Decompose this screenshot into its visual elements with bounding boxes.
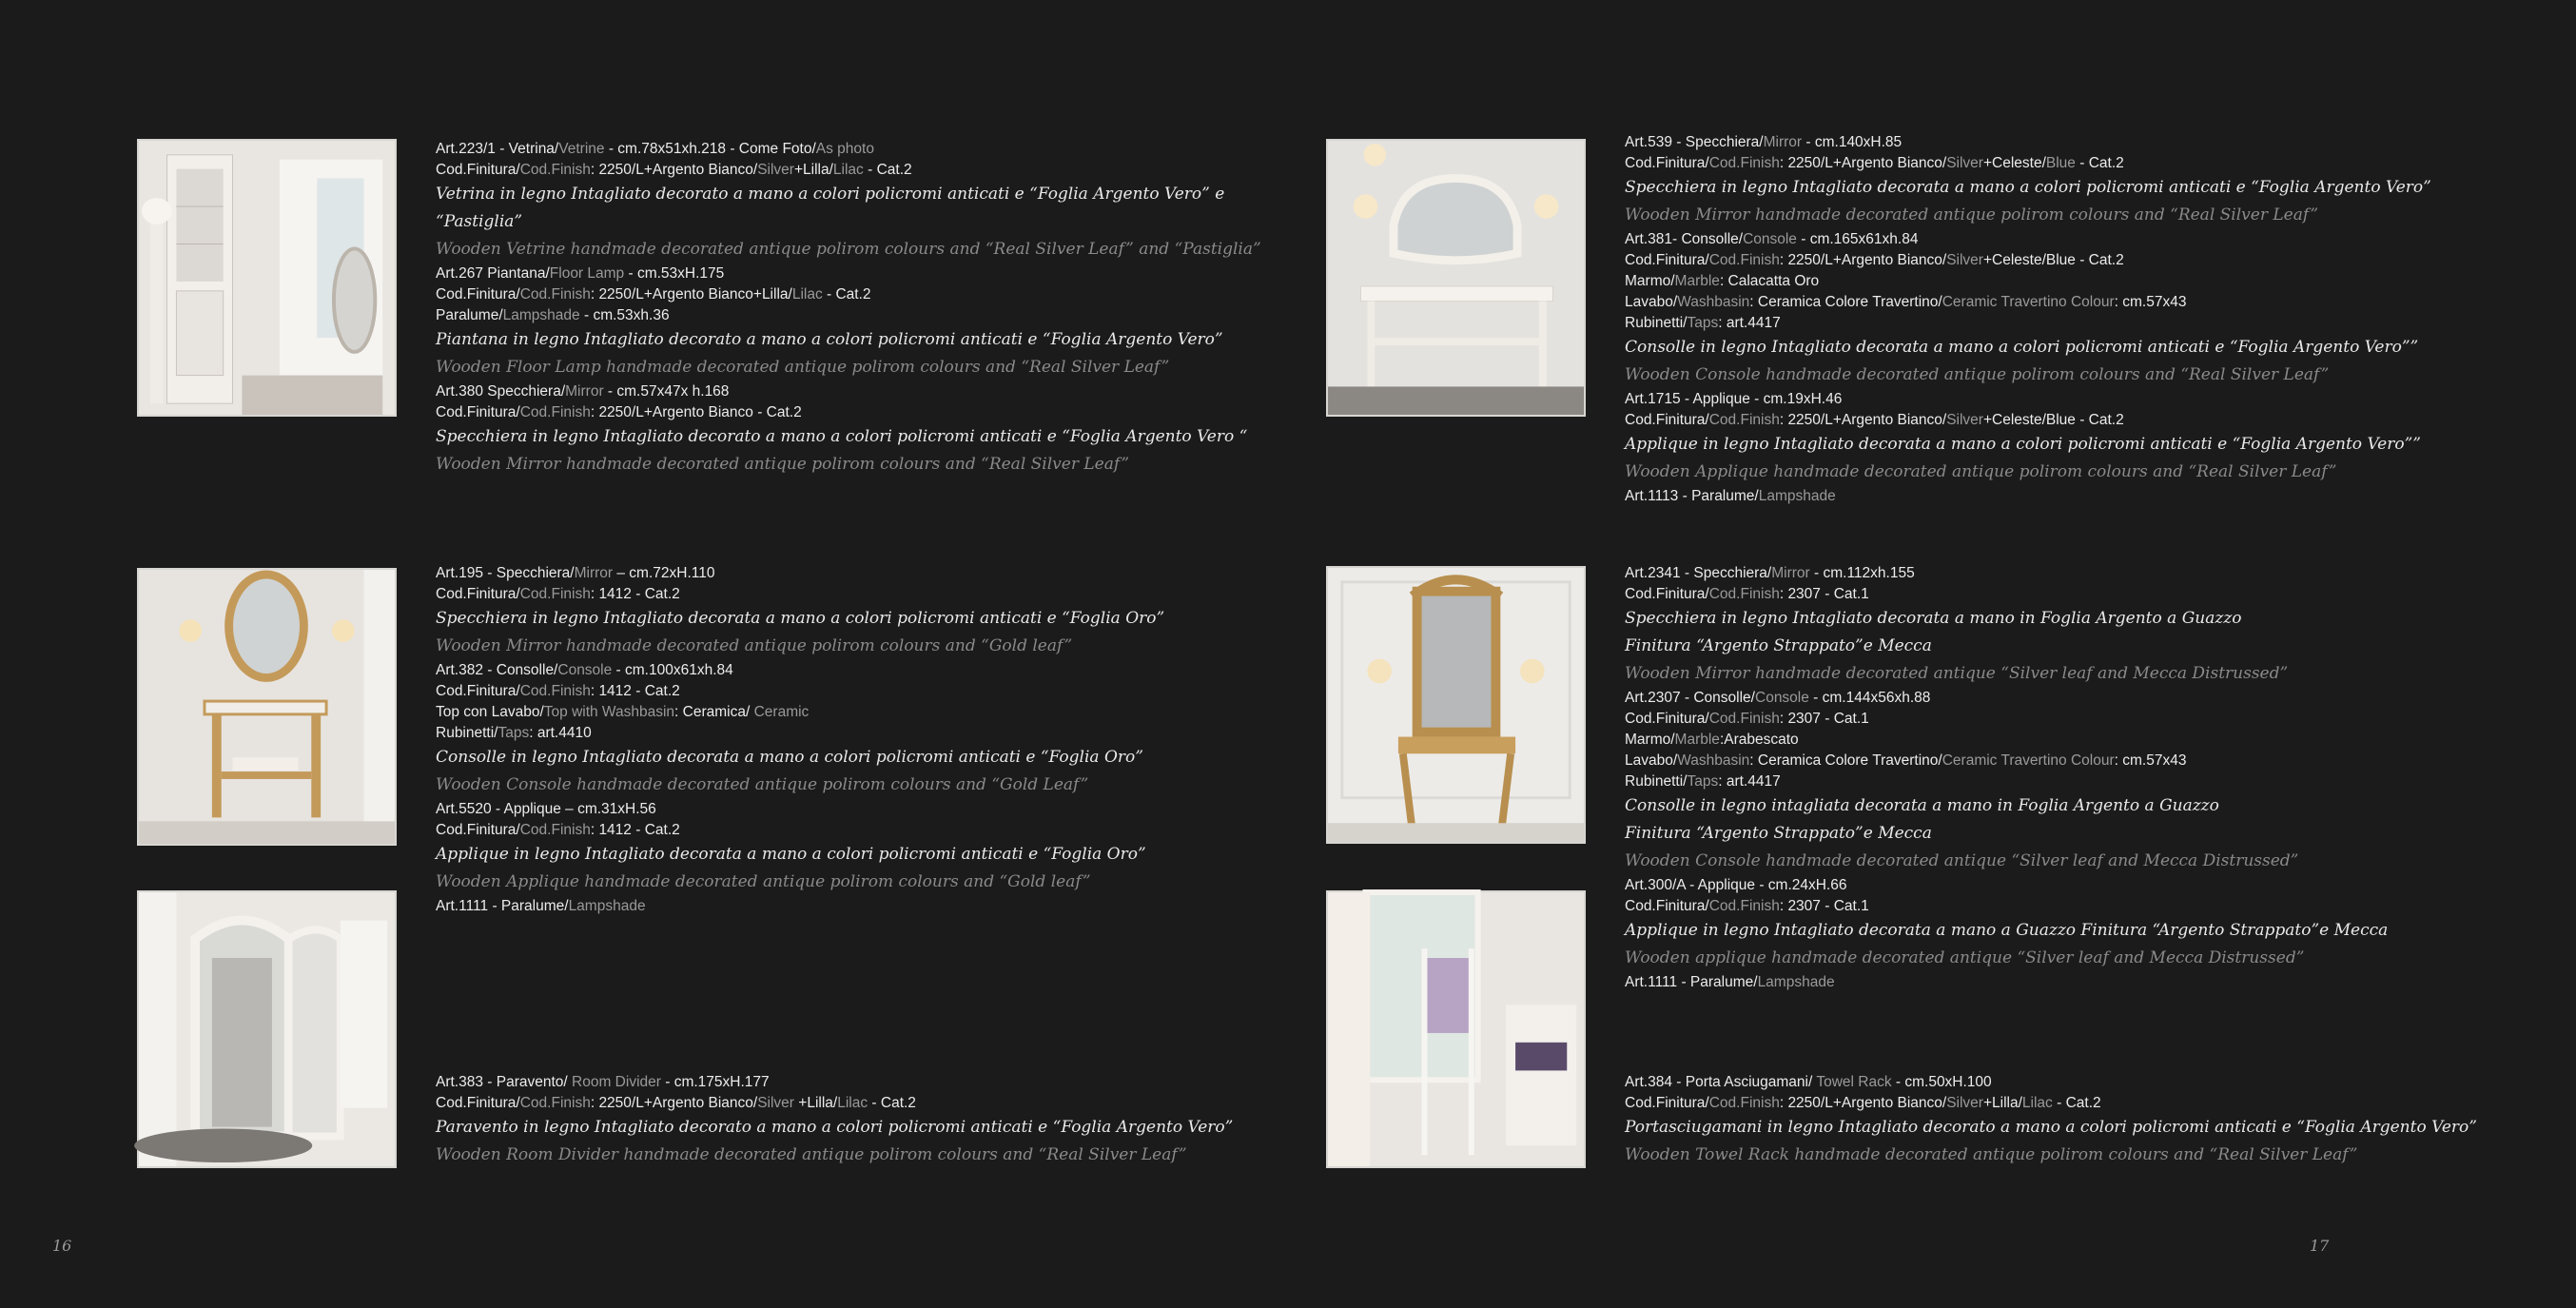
english-term: Taps <box>1687 773 1719 790</box>
spec-line <box>436 799 1387 820</box>
english-term: Mirror <box>1771 565 1810 581</box>
spec-line <box>1625 250 2576 271</box>
spec-text: : Ceramica Colore Travertino/ <box>1749 752 1942 769</box>
spec-text: Cod.Finitura/ <box>436 404 520 420</box>
italian-description: “Pastiglia” <box>436 212 523 231</box>
spec-line <box>1625 1093 2576 1114</box>
text-block <box>1625 563 2576 993</box>
spec-line <box>1625 153 2576 174</box>
spec-text: Cod.Finitura/ <box>1625 898 1709 914</box>
spec-text: Art.5520 - Applique – cm.31xH.56 <box>436 801 656 817</box>
spec-text: Rubinetti/ <box>436 725 498 741</box>
english-term: Silver <box>1946 252 1983 268</box>
text-block <box>436 563 1387 917</box>
english-term: Silver <box>1946 412 1983 428</box>
spec-text: - cm.53xh.36 <box>579 307 670 323</box>
spec-line <box>436 723 1387 744</box>
spec-line <box>1625 271 2576 292</box>
spec-text: : 2307 - Cat.1 <box>1779 711 1869 727</box>
english-term: Cod.Finish <box>519 162 591 178</box>
spec-text: +Lilla/ <box>1982 1095 2022 1111</box>
spec-line <box>1625 410 2576 431</box>
spec-text: - cm.112xh.155 <box>1809 565 1915 581</box>
english-term: Floor Lamp <box>549 265 625 282</box>
spec-text: Art.539 - Specchiera/ <box>1625 134 1764 150</box>
italian-description: Specchiera in legno Intagliato decorata a mano a colori policromi anticati e “Foglia Oro” <box>436 609 1165 628</box>
spec-text: +Lilla/ <box>793 162 833 178</box>
english-term: Marble <box>1674 273 1720 289</box>
spec-text: Art.267 Piantana/ <box>436 265 550 282</box>
italian-description: Finitura “Argento Strappato”e Mecca <box>1625 636 1932 655</box>
spec-text: Marmo/ <box>1625 273 1675 289</box>
spec-line <box>1625 132 2576 153</box>
spec-text: :Arabescato <box>1719 732 1799 748</box>
english-term: Ceramic Travertino Colour <box>1942 294 2115 310</box>
english-term: Room Divider <box>572 1074 661 1090</box>
english-term: Towel Rack <box>1816 1074 1892 1090</box>
spec-text: Top con Lavabo/ <box>436 704 544 720</box>
spec-text: Cod.Finitura/ <box>1625 252 1709 268</box>
spec-text: Art.380 Specchiera/ <box>436 383 566 400</box>
english-term: Cod.Finish <box>519 822 591 838</box>
english-term: Washbasin <box>1677 294 1750 310</box>
spec-text: : 2307 - Cat.1 <box>1779 898 1869 914</box>
italian-description: Applique in legno Intagliato decorata a mano a Guazzo Finitura “Argento Strappato”e Mecca <box>1625 921 2389 940</box>
text-block <box>1625 1072 2576 1169</box>
spec-text: Cod.Finitura/ <box>436 586 520 602</box>
spec-line <box>1625 688 2576 709</box>
spec-text: Marmo/ <box>1625 732 1675 748</box>
spec-text: : Ceramica/ <box>674 704 754 720</box>
english-term: Washbasin <box>1677 752 1750 769</box>
italian-description: Applique in legno Intagliato decorata a mano a colori policromi anticati e “Foglia Argento Vero”” <box>1625 435 2421 454</box>
english-term: Cod.Finish <box>519 286 591 303</box>
english-term: Cod.Finish <box>1708 898 1780 914</box>
spec-text: - cm.78x51xh.218 - Come Foto/ <box>604 141 816 157</box>
spec-text: - cm.100x61xh.84 <box>612 662 733 678</box>
english-term: Lilac <box>2021 1095 2053 1111</box>
page-number-right: 17 <box>2310 1237 2330 1255</box>
english-term: Cod.Finish <box>1708 586 1780 602</box>
spec-text: Rubinetti/ <box>1625 773 1688 790</box>
spec-text: : art.4417 <box>1718 315 1781 331</box>
spec-line <box>436 139 1387 160</box>
english-term: Taps <box>498 725 530 741</box>
spec-text: : Calacatta Oro <box>1719 273 1820 289</box>
spec-text: - Cat.2 <box>2052 1095 2101 1111</box>
spec-text: +Celeste/Blue - Cat.2 <box>1982 412 2124 428</box>
italian-description: Piantana in legno Intagliato decorato a mano a colori policromi anticati e “Foglia Argento Vero” <box>436 330 1223 349</box>
spec-text: Art.2341 - Specchiera/ <box>1625 565 1772 581</box>
spec-text: - cm.144x56xh.88 <box>1808 690 1931 706</box>
english-description: Wooden Console handmade decorated antique polirom colours and “Real Silver Leaf” <box>1625 365 2330 384</box>
spec-text: - cm.50xH.100 <box>1891 1074 1992 1090</box>
english-description: Wooden Vetrine handmade decorated antique polirom colours and “Real Silver Leaf” and “Pastiglia” <box>436 240 1261 259</box>
page-number-left: 16 <box>52 1237 72 1255</box>
english-term: Console <box>1755 690 1809 706</box>
english-term: Cod.Finish <box>519 1095 591 1111</box>
vitrine-room-photo <box>137 139 397 417</box>
italian-description: Paravento in legno Intagliato decorato a mano a colori policromi anticati e “Foglia Argento Vero” <box>436 1118 1234 1137</box>
spec-line <box>436 305 1387 326</box>
english-description: Wooden Mirror handmade decorated antique polirom colours and “Real Silver Leaf” <box>436 455 1130 474</box>
italian-description: Specchiera in legno Intagliato decorata a mano a colori policromi anticati e “Foglia Argento Vero” <box>1625 178 2431 197</box>
spec-text: Art.2307 - Consolle/ <box>1625 690 1755 706</box>
italian-description: Consolle in legno Intagliato decorata a mano a colori policromi anticati e “Foglia Argento Vero”” <box>1625 338 2419 357</box>
spec-line <box>436 1093 1387 1114</box>
spec-text: - cm.57x47x h.168 <box>603 383 730 400</box>
spec-line <box>436 681 1387 702</box>
spec-text: +Lilla/ <box>793 1095 838 1111</box>
spec-text: Paralume/ <box>436 307 503 323</box>
spec-text: Cod.Finitura/ <box>436 1095 520 1111</box>
english-term: Cod.Finish <box>1708 1095 1780 1111</box>
english-term: Lilac <box>837 1095 868 1111</box>
text-block <box>1625 132 2576 507</box>
spec-text: : 1412 - Cat.2 <box>590 683 680 699</box>
spec-text: : 2250/L+Argento Bianco/ <box>1779 155 1947 171</box>
spec-text: - cm.140xH.85 <box>1802 134 1903 150</box>
spec-line <box>436 702 1387 723</box>
english-term: Console <box>1743 231 1797 247</box>
english-term: Blue <box>2045 155 2076 171</box>
spec-text: Lavabo/ <box>1625 752 1678 769</box>
spec-text: Art.1111 - Paralume/ <box>1625 974 1758 990</box>
spec-text: Lavabo/ <box>1625 294 1678 310</box>
english-term: Lampshade <box>1758 488 1836 504</box>
spec-text: : 2250/L+Argento Bianco/ <box>1779 412 1947 428</box>
english-term: Mirror <box>565 383 604 400</box>
spec-line <box>436 284 1387 305</box>
spec-text: Art.223/1 - Vetrina/ <box>436 141 559 157</box>
english-description: Wooden Mirror handmade decorated antique polirom colours and “Real Silver Leaf” <box>1625 205 2319 225</box>
english-term: Cod.Finish <box>1708 252 1780 268</box>
english-term: Cod.Finish <box>519 586 591 602</box>
english-term: Lilac <box>832 162 864 178</box>
english-term: Ceramic Travertino Colour <box>1942 752 2115 769</box>
italian-description: Specchiera in legno Intagliato decorata a mano in Foglia Argento a Guazzo <box>1625 609 2242 628</box>
spec-text: Art.381- Consolle/ <box>1625 231 1744 247</box>
spec-text: - cm.53xH.175 <box>624 265 725 282</box>
spec-text: Cod.Finitura/ <box>436 683 520 699</box>
spec-line <box>1625 771 2576 792</box>
spec-text: Art.382 - Consolle/ <box>436 662 558 678</box>
spec-line <box>436 584 1387 605</box>
italian-description: Vetrina in legno Intagliato decorato a mano a colori policromi anticati e “Foglia Argento Vero” e <box>436 185 1225 204</box>
spec-line <box>436 820 1387 841</box>
english-term: Cod.Finish <box>519 404 591 420</box>
spec-line <box>1625 751 2576 771</box>
spec-line <box>1625 486 2576 507</box>
spec-text: : cm.57x43 <box>2114 752 2187 769</box>
english-term: Vetrine <box>558 141 605 157</box>
spec-line <box>1625 563 2576 584</box>
spec-line <box>436 264 1387 284</box>
spec-text: : art.4417 <box>1718 773 1781 790</box>
english-term: Lampshade <box>1757 974 1835 990</box>
spec-text: +Celeste/ <box>1982 155 2046 171</box>
spec-text: Cod.Finitura/ <box>1625 1095 1709 1111</box>
spec-line <box>1625 389 2576 410</box>
english-description: Wooden applique handmade decorated antique “Silver leaf and Mecca Distrussed” <box>1625 948 2305 967</box>
english-term: Mirror <box>574 565 614 581</box>
gold-mirror-console-photo <box>137 568 397 846</box>
english-term: Taps <box>1687 315 1719 331</box>
english-term: Top with Washbasin <box>543 704 675 720</box>
english-description: Wooden Mirror handmade decorated antique “Silver leaf and Mecca Distrussed” <box>1625 664 2289 683</box>
italian-description: Finitura “Argento Strappato”e Mecca <box>1625 824 1932 843</box>
spec-line <box>1625 313 2576 334</box>
spec-line <box>1625 709 2576 730</box>
spec-line <box>436 1072 1387 1093</box>
spec-text: : 2307 - Cat.1 <box>1779 586 1869 602</box>
italian-description: Specchiera in legno Intagliato decorato a mano a colori policromi anticati e “Foglia Argento Vero “ <box>436 427 1248 446</box>
spec-text: : 2250/L+Argento Bianco - Cat.2 <box>590 404 802 420</box>
english-term: Marble <box>1674 732 1720 748</box>
spec-line <box>1625 896 2576 917</box>
spec-text: : 2250/L+Argento Bianco+Lilla/ <box>590 286 792 303</box>
english-term: Ceramic <box>753 704 810 720</box>
spec-line <box>1625 1072 2576 1093</box>
english-description: Wooden Console handmade decorated antique “Silver leaf and Mecca Distrussed” <box>1625 851 2299 870</box>
spec-text: Cod.Finitura/ <box>1625 711 1709 727</box>
spec-line <box>436 160 1387 181</box>
spec-text: : 1412 - Cat.2 <box>590 586 680 602</box>
english-term: Silver <box>1946 1095 1983 1111</box>
spec-text: : 1412 - Cat.2 <box>590 822 680 838</box>
english-term: Console <box>557 662 613 678</box>
room-divider-photo <box>137 890 397 1168</box>
spec-text: – cm.72xH.110 <box>613 565 715 581</box>
spec-text: : 2250/L+Argento Bianco/ <box>1779 252 1947 268</box>
spec-text: - cm.175xH.177 <box>660 1074 770 1090</box>
spec-text: : cm.57x43 <box>2114 294 2187 310</box>
spec-text: Cod.Finitura/ <box>436 162 520 178</box>
english-description: Wooden Floor Lamp handmade decorated antique polirom colours and “Real Silver Leaf” <box>436 358 1170 377</box>
spec-text: Cod.Finitura/ <box>1625 155 1709 171</box>
spec-line <box>1625 730 2576 751</box>
english-term: Mirror <box>1763 134 1803 150</box>
spec-text: - Cat.2 <box>868 1095 916 1111</box>
english-description: Wooden Console handmade decorated antique polirom colours and “Gold Leaf” <box>436 775 1089 794</box>
spec-text: Art.1113 - Paralume/ <box>1625 488 1759 504</box>
spec-line <box>436 563 1387 584</box>
spec-line <box>1625 292 2576 313</box>
spec-text: - Cat.2 <box>863 162 912 178</box>
spec-line <box>436 381 1387 402</box>
spec-line <box>1625 875 2576 896</box>
italian-description: Applique in legno Intagliato decorata a mano a colori policromi anticati e “Foglia Oro” <box>436 845 1146 864</box>
spec-line <box>1625 229 2576 250</box>
spec-line <box>436 402 1387 423</box>
english-description: Wooden Room Divider handmade decorated antique polirom colours and “Real Silver Leaf” <box>436 1145 1187 1164</box>
text-block <box>436 1072 1387 1169</box>
spec-text: : 2250/L+Argento Bianco/ <box>590 1095 758 1111</box>
english-term: Silver <box>1946 155 1983 171</box>
spec-text: +Celeste/Blue - Cat.2 <box>1982 252 2124 268</box>
spec-line <box>436 660 1387 681</box>
spec-text: Cod.Finitura/ <box>1625 586 1709 602</box>
english-term: Cod.Finish <box>1708 711 1780 727</box>
english-description: Wooden Applique handmade decorated antique polirom colours and “Real Silver Leaf” <box>1625 462 2337 481</box>
spec-text: - Cat.2 <box>822 286 871 303</box>
english-term: Silver <box>757 1095 794 1111</box>
spec-text: - Cat.2 <box>2075 155 2124 171</box>
english-term: Cod.Finish <box>519 683 591 699</box>
spec-text: : 2250/L+Argento Bianco/ <box>1779 1095 1947 1111</box>
spec-text: Cod.Finitura/ <box>1625 412 1709 428</box>
spec-text: : Ceramica Colore Travertino/ <box>1749 294 1942 310</box>
spec-text: Art.300/A - Applique - cm.24xH.66 <box>1625 877 1847 893</box>
spec-text: Art.1111 - Paralume/ <box>436 898 569 914</box>
english-description: Wooden Mirror handmade decorated antique polirom colours and “Gold leaf” <box>436 636 1073 655</box>
italian-description: Portasciugamani in legno Intagliato decorato a mano a colori policromi anticati e “Foglia Argento Vero” <box>1625 1118 2477 1137</box>
spec-text: : 2250/L+Argento Bianco/ <box>590 162 758 178</box>
spec-line <box>1625 584 2576 605</box>
spec-text: Art.383 - Paravento/ <box>436 1074 573 1090</box>
english-term: Lampshade <box>568 898 646 914</box>
spec-text: Cod.Finitura/ <box>436 286 520 303</box>
english-term: Cod.Finish <box>1708 155 1780 171</box>
spec-text: Art.195 - Specchiera/ <box>436 565 575 581</box>
english-term: As photo <box>815 141 874 157</box>
english-description: Wooden Applique handmade decorated antique polirom colours and “Gold leaf” <box>436 872 1091 891</box>
english-term: Lampshade <box>502 307 580 323</box>
italian-description: Consolle in legno Intagliato decorata a mano a colori policromi anticati e “Foglia Oro” <box>436 748 1143 767</box>
italian-description: Consolle in legno intagliata decorata a mano in Foglia Argento a Guazzo <box>1625 796 2219 815</box>
spec-text: - cm.165x61xh.84 <box>1796 231 1919 247</box>
english-term: Silver <box>757 162 794 178</box>
text-block <box>436 139 1387 478</box>
english-term: Cod.Finish <box>1708 412 1780 428</box>
spec-line <box>1625 972 2576 993</box>
spec-line <box>436 896 1387 917</box>
spec-text: : art.4410 <box>529 725 592 741</box>
spec-text: Art.384 - Porta Asciugamani/ <box>1625 1074 1817 1090</box>
spec-text: Art.1715 - Applique - cm.19xH.46 <box>1625 391 1843 407</box>
spec-text: Rubinetti/ <box>1625 315 1688 331</box>
english-term: Lilac <box>791 286 823 303</box>
spec-text: Cod.Finitura/ <box>436 822 520 838</box>
english-description: Wooden Towel Rack handmade decorated antique polirom colours and “Real Silver Leaf” <box>1625 1145 2358 1164</box>
